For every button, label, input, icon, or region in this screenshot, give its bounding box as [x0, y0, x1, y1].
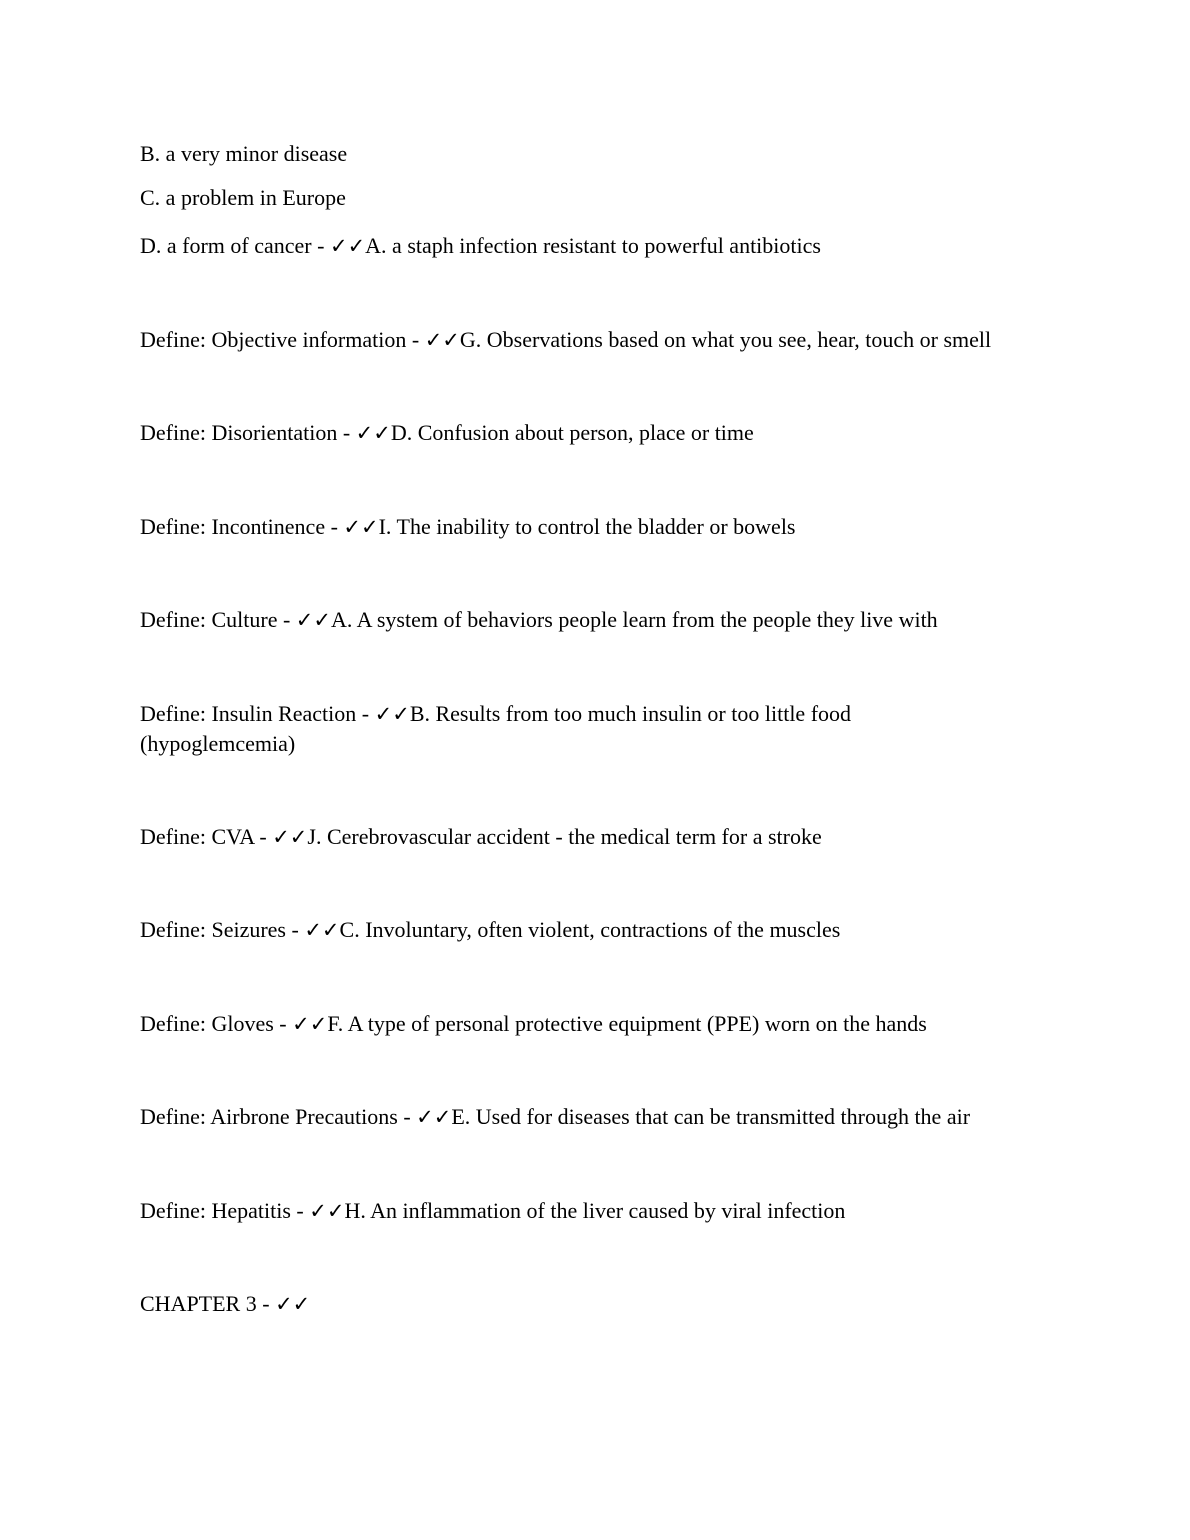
definition-answer: I. The inability to control the bladder or bowels [378, 514, 796, 539]
option-text: C. a problem in Europe [140, 185, 346, 210]
definition-term: Define: Airbrone Precautions - [140, 1104, 417, 1129]
definition-line [140, 699, 940, 759]
checkmark-icon: ✓✓ [295, 608, 331, 632]
checkmark-icon: ✓✓ [304, 918, 340, 942]
question-text: D. a form of cancer - [140, 233, 330, 258]
definition-line [140, 512, 1060, 542]
definition-term: Define: Gloves - [140, 1011, 293, 1036]
checkmark-icon: ✓✓ [374, 702, 410, 726]
checkmark-icon: ✓✓ [355, 421, 391, 445]
definition-answer: H. An inflammation of the liver caused by viral infection [344, 1198, 846, 1223]
checkmark-icon: ✓✓ [272, 825, 308, 849]
definition-term: Define: CVA - [140, 824, 273, 849]
definition-term: Define: Insulin Reaction - [140, 701, 375, 726]
checkmark-icon: ✓✓ [424, 328, 460, 352]
checkmark-icon: ✓✓ [329, 234, 366, 258]
answer-line [140, 231, 1060, 261]
checkmark-icon: ✓✓ [292, 1012, 328, 1036]
definition-line [140, 915, 1060, 945]
answer-text: A. a staph infection resistant to powerful antibiotics [365, 233, 821, 258]
definition-line [140, 418, 1060, 448]
option-text: B. a very minor disease [140, 141, 348, 166]
definition-term: Define: Culture - [140, 607, 296, 632]
definition-term: Define: Disorientation - [140, 420, 356, 445]
definition-answer: G. Observations based on what you see, hear, touch or smell [459, 327, 992, 352]
definition-line [140, 1102, 1060, 1132]
checkmark-icon: ✓✓ [343, 515, 379, 539]
definition-line [140, 325, 1060, 355]
definition-answer: J. Cerebrovascular accident - the medical term for a stroke [307, 824, 822, 849]
definition-term: Define: Objective information - [140, 327, 425, 352]
definition-term: Define: Seizures - [140, 917, 305, 942]
chapter-title: CHAPTER 3 - [140, 1291, 276, 1316]
definition-answer: A. A system of behaviors people learn from the people they live with [331, 607, 938, 632]
definition-answer: C. Involuntary, often violent, contractions of the muscles [339, 917, 841, 942]
checkmark-icon: ✓✓ [416, 1105, 452, 1129]
definition-answer: D. Confusion about person, place or time [390, 420, 754, 445]
definition-term: Define: Incontinence - [140, 514, 344, 539]
option-line [140, 183, 1060, 213]
definition-line [140, 605, 1060, 635]
definition-line [140, 822, 1060, 852]
chapter-heading [140, 1289, 1060, 1319]
definition-line [140, 1009, 1060, 1039]
definition-term: Define: Hepatitis - [140, 1198, 310, 1223]
checkmark-icon: ✓✓ [275, 1292, 311, 1316]
definition-answer: E. Used for diseases that can be transmitted through the air [451, 1104, 971, 1129]
checkmark-icon: ✓✓ [309, 1199, 345, 1223]
option-line [140, 139, 1060, 169]
definition-answer: F. A type of personal protective equipment (PPE) worn on the hands [327, 1011, 927, 1036]
definition-line [140, 1196, 1060, 1226]
definition-answer: B. Results from too much insulin or too little food (hypoglemcemia) [140, 701, 852, 756]
